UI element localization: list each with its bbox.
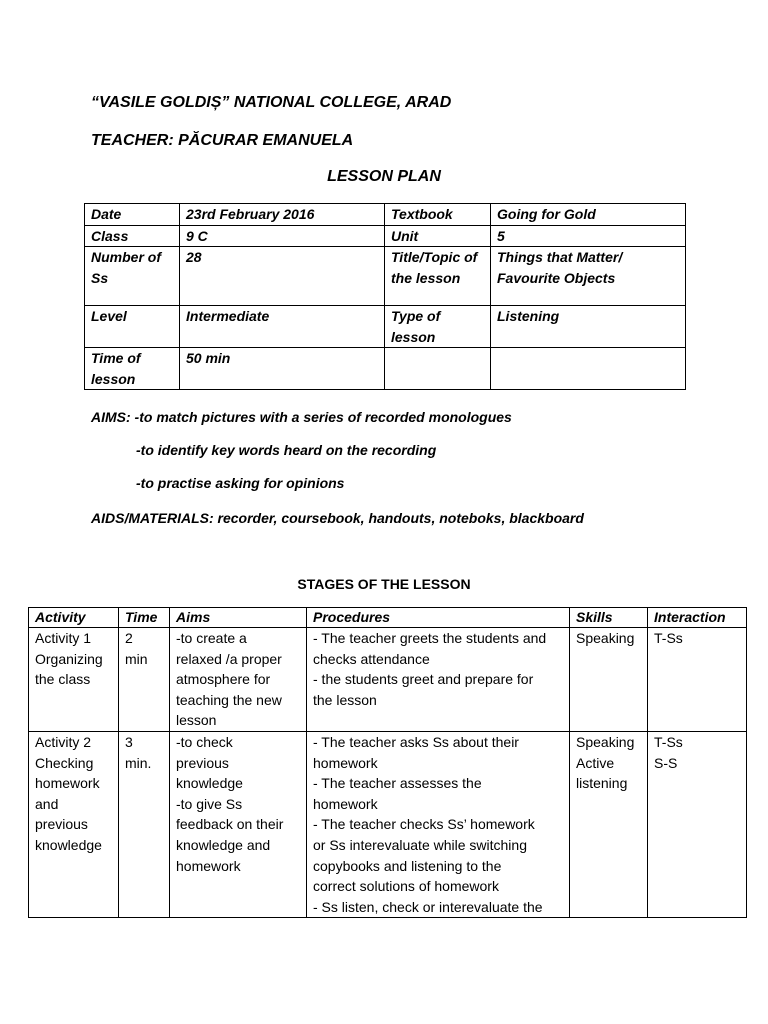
- class-label: Class: [85, 225, 180, 247]
- procedures-cell: [307, 731, 570, 917]
- cell-line: lesson: [176, 712, 217, 729]
- cell-line: - the students greet and prepare for: [313, 671, 534, 688]
- aims-cell: [170, 628, 307, 732]
- cell-line: homework: [176, 857, 241, 874]
- skills-cell: [570, 628, 648, 732]
- cell-line: homework: [313, 795, 378, 812]
- textbook-value: Going for Gold: [491, 204, 686, 226]
- cell-line: Activity 2: [35, 733, 92, 750]
- stages-title: STAGES OF THE LESSON: [297, 576, 471, 592]
- cell-line: Speaking: [576, 733, 635, 750]
- cell-line: teaching the new: [176, 691, 282, 708]
- cell-line: previous: [35, 816, 88, 833]
- cell-line: - The teacher assesses the: [313, 775, 482, 792]
- aims-line-2: -to identify key words heard on the recording: [136, 442, 437, 458]
- time-label: Time of lesson: [85, 348, 180, 390]
- cell-line: -to check: [176, 733, 233, 750]
- cell-line: or Ss interevaluate while switching: [313, 836, 527, 853]
- empty-cell: [385, 348, 491, 390]
- materials-line: AIDS/MATERIALS: recorder, coursebook, handouts, noteboks, blackboard: [91, 510, 584, 526]
- activity-cell: [29, 731, 119, 917]
- time-value: 50 min: [180, 348, 385, 390]
- cell-line: feedback on their: [176, 816, 284, 833]
- skills-header: Skills: [570, 608, 648, 628]
- number-of-ss-value: 28: [180, 247, 385, 306]
- cell-line: knowledge: [35, 836, 102, 853]
- cell-line: checks attendance: [313, 650, 430, 667]
- cell-line: min.: [125, 754, 152, 771]
- level-value: Intermediate: [180, 306, 385, 348]
- cell-line: copybooks and listening to the: [313, 857, 502, 874]
- interaction-header: Interaction: [648, 608, 747, 628]
- interaction-cell: [648, 628, 747, 732]
- cell-line: atmosphere for: [176, 671, 271, 688]
- cell-line: listening: [576, 775, 628, 792]
- class-value: 9 C: [180, 225, 385, 247]
- info-row-level: [85, 306, 686, 348]
- school-name: “VASILE GOLDIȘ” NATIONAL COLLEGE, ARAD: [91, 94, 452, 111]
- stages-header-row: [29, 608, 747, 628]
- date-label: Date: [85, 204, 180, 226]
- textbook-label: Textbook: [385, 204, 491, 226]
- cell-line: Active: [576, 754, 615, 771]
- cell-line: Organizing: [35, 650, 103, 667]
- unit-label: Unit: [385, 225, 491, 247]
- cell-line: S-S: [654, 754, 678, 771]
- cell-line: - The teacher asks Ss about their: [313, 733, 519, 750]
- cell-line: Checking: [35, 754, 94, 771]
- info-row-students: [85, 247, 686, 306]
- cell-line: knowledge and: [176, 836, 271, 853]
- cell-line: and: [35, 795, 59, 812]
- cell-line: previous: [176, 754, 229, 771]
- cell-line: homework: [35, 775, 100, 792]
- aims-cell: [170, 731, 307, 917]
- cell-line: Activity 1: [35, 630, 92, 646]
- teacher-name: TEACHER: PĂCURAR EMANUELA: [91, 132, 354, 149]
- activity-cell: [29, 628, 119, 732]
- aims-line-1: AIMS: -to match pictures with a series of recorded monologues: [91, 409, 512, 425]
- cell-line: -to create a: [176, 630, 247, 646]
- interaction-cell: [648, 731, 747, 917]
- cell-line: - The teacher checks Ss’ homework: [313, 816, 535, 833]
- cell-line: correct solutions of homework: [313, 878, 499, 895]
- unit-value: 5: [491, 225, 686, 247]
- topic-value: Things that Matter/ Favourite Objects: [491, 247, 686, 306]
- empty-cell: [491, 348, 686, 390]
- table-row: [29, 731, 747, 917]
- cell-line: 3: [125, 733, 133, 750]
- cell-line: the class: [35, 671, 91, 688]
- info-row-date: [85, 204, 686, 226]
- stages-table: [28, 607, 747, 918]
- lesson-info-table: [84, 203, 686, 390]
- info-row-class: [85, 225, 686, 247]
- cell-line: T-Ss: [654, 630, 683, 646]
- number-of-ss-label: Number of Ss: [85, 247, 180, 306]
- cell-line: 2: [125, 630, 133, 646]
- cell-line: - The teacher greets the students and: [313, 630, 547, 646]
- time-cell: [119, 731, 170, 917]
- procedures-cell: [307, 628, 570, 732]
- cell-line: min: [125, 650, 148, 667]
- cell-line: homework: [313, 754, 378, 771]
- cell-line: Speaking: [576, 630, 635, 646]
- type-value: Listening: [491, 306, 686, 348]
- date-value: 23rd February 2016: [180, 204, 385, 226]
- cell-line: T-Ss: [654, 733, 683, 750]
- level-label: Level: [85, 306, 180, 348]
- cell-line: relaxed /a proper: [176, 650, 282, 667]
- aims-header: Aims: [170, 608, 307, 628]
- lesson-plan-title: LESSON PLAN: [327, 168, 441, 185]
- topic-label: Title/Topic of the lesson: [385, 247, 491, 306]
- cell-line: -to give Ss: [176, 795, 243, 812]
- type-label: Type of lesson: [385, 306, 491, 348]
- procedures-header: Procedures: [307, 608, 570, 628]
- aims-line-3: -to practise asking for opinions: [136, 475, 345, 491]
- time-cell: [119, 628, 170, 732]
- info-row-time: [85, 348, 686, 390]
- skills-cell: [570, 731, 648, 917]
- cell-line: knowledge: [176, 775, 243, 792]
- cell-line: - Ss listen, check or interevaluate the: [313, 898, 543, 915]
- activity-header: Activity: [29, 608, 119, 628]
- cell-line: the lesson: [313, 691, 377, 708]
- time-header: Time: [119, 608, 170, 628]
- table-row: [29, 628, 747, 732]
